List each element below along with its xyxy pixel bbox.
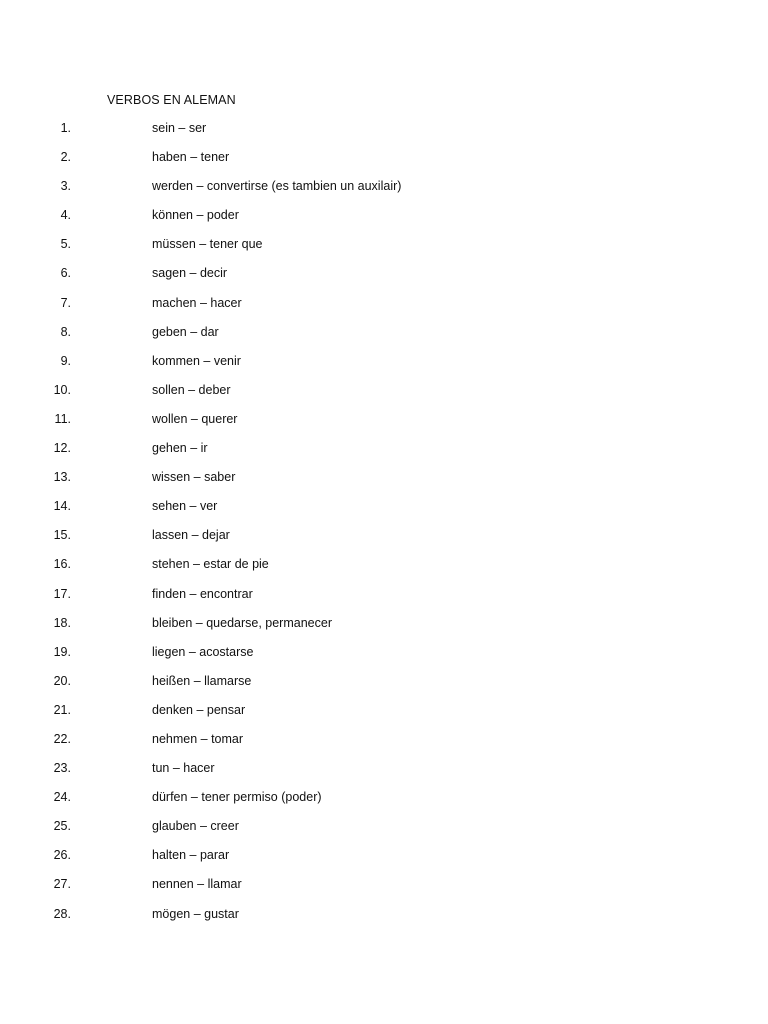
list-item-number: 11. (54, 411, 71, 426)
list-item-text: sollen – deber (152, 382, 231, 397)
page-title: VERBOS EN ALEMAN (107, 93, 236, 107)
list-item (0, 555, 700, 584)
list-item-number: 7. (60, 295, 71, 310)
list-item-number: 8. (60, 324, 71, 339)
list-item (0, 264, 700, 293)
list-item-number: 1. (60, 121, 71, 135)
list-item-text: nehmen – tomar (152, 731, 244, 746)
list-item-number: 10. (53, 382, 71, 397)
list-item (0, 905, 700, 934)
list-item-text: finden – encontrar (152, 586, 253, 601)
list-item-text: liegen – acostarse (152, 644, 254, 659)
list-item (0, 381, 700, 410)
list-item-number: 17. (53, 586, 71, 601)
list-item-number: 4. (60, 208, 71, 223)
list-item (0, 294, 700, 323)
list-item (0, 177, 700, 206)
list-item (0, 235, 700, 264)
list-item-number: 18. (53, 615, 71, 630)
list-item-number: 26. (53, 848, 71, 863)
list-item-text: haben – tener (152, 150, 230, 165)
list-item (0, 788, 700, 817)
list-item-number: 25. (53, 819, 71, 834)
list-item-number: 5. (60, 237, 71, 252)
list-item (0, 730, 700, 759)
list-item-text: bleiben – quedarse, permanecer (152, 615, 332, 630)
list-item-number: 23. (53, 761, 71, 776)
list-item (0, 817, 700, 846)
list-item-text: machen – hacer (152, 295, 242, 310)
list-item-number: 22. (53, 731, 71, 746)
list-item-text: können – poder (152, 208, 239, 223)
list-item-number: 12. (53, 441, 71, 456)
list-item-text: sein – ser (152, 121, 207, 135)
list-item-text: wollen – querer (152, 411, 238, 426)
list-item (0, 759, 700, 788)
list-item (0, 846, 700, 875)
list-item-text: wissen – saber (152, 470, 236, 485)
list-item (0, 468, 700, 497)
list-item-text: stehen – estar de pie (152, 557, 269, 572)
list-item (0, 148, 700, 177)
list-item-number: 19. (53, 644, 71, 659)
list-item (0, 497, 700, 526)
list-item (0, 439, 700, 468)
list-item-text: tun – hacer (152, 761, 215, 776)
list-item-number: 28. (53, 906, 71, 921)
list-item (0, 119, 700, 148)
list-item-number: 3. (60, 179, 71, 194)
list-item (0, 672, 700, 701)
list-item-text: müssen – tener que (152, 237, 263, 252)
list-item (0, 526, 700, 555)
list-item (0, 701, 700, 730)
list-item-text: sehen – ver (152, 499, 218, 514)
list-item (0, 614, 700, 643)
list-item-number: 2. (60, 150, 71, 165)
list-item-number: 6. (60, 266, 71, 281)
list-item-number: 24. (53, 790, 71, 805)
list-item-number: 27. (53, 877, 71, 892)
list-item-number: 20. (53, 673, 71, 688)
list-item (0, 352, 700, 381)
list-item-number: 13. (53, 470, 71, 485)
list-item-number: 9. (60, 353, 71, 368)
list-item-text: nennen – llamar (152, 877, 242, 892)
list-item-text: denken – pensar (152, 702, 246, 717)
list-item (0, 410, 700, 439)
list-item-text: sagen – decir (152, 266, 228, 281)
list-item-text: geben – dar (152, 324, 219, 339)
list-item-text: werden – convertirse (es tambien un auxilair) (152, 179, 402, 194)
list-item (0, 643, 700, 672)
list-item (0, 323, 700, 352)
list-item-text: gehen – ir (152, 441, 208, 456)
list-item-text: dürfen – tener permiso (poder) (152, 790, 322, 805)
list-item (0, 585, 700, 614)
list-item-text: glauben – creer (152, 819, 239, 834)
list-item-number: 16. (53, 557, 71, 572)
list-item-number: 21. (53, 702, 71, 717)
list-item-text: lassen – dejar (152, 528, 230, 543)
list-item-number: 14. (53, 499, 71, 514)
verb-list (0, 119, 700, 934)
list-item (0, 206, 700, 235)
list-item-text: mögen – gustar (152, 906, 239, 921)
list-item-text: heißen – llamarse (152, 673, 252, 688)
list-item-number: 15. (53, 528, 71, 543)
list-item (0, 875, 700, 904)
list-item-text: kommen – venir (152, 353, 241, 368)
list-item-text: halten – parar (152, 848, 230, 863)
